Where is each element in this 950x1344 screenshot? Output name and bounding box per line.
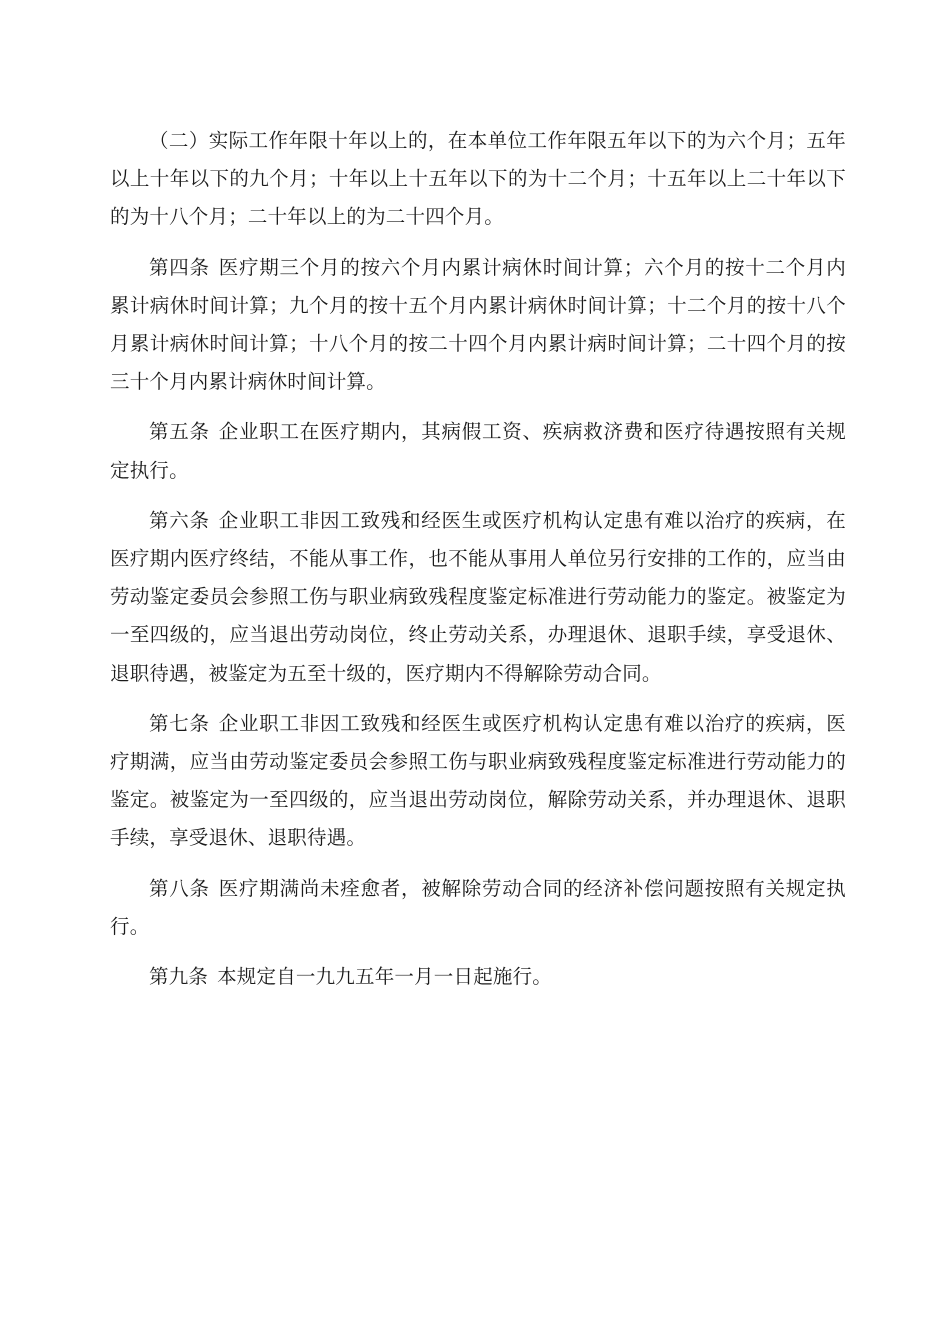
article-number: 第九条 <box>149 965 209 989</box>
article-5 <box>110 413 846 489</box>
article-number: 第七条 <box>149 711 210 735</box>
article-6 <box>110 502 846 693</box>
paragraph-text: （二）实际工作年限十年以上的，在本单位工作年限五年以下的为六个月；五年以上十年以下的九个月；十年以上十五年以下的为十二个月；十五年以上二十年以下的为十八个月；二十年以上的为二十四个月。 <box>110 129 846 229</box>
article-text: 企业职工在医疗期内，其病假工资、疾病救济费和医疗待遇按照有关规定执行。 <box>110 420 847 482</box>
article-text: 企业职工非因工致残和经医生或医疗机构认定患有难以治疗的疾病，在医疗期内医疗终结，不能从事工作，也不能从事用人单位另行安排的工作的，应当由劳动鉴定委员会参照工伤与职业病致残程度鉴定标准进行劳动能力的鉴定。被鉴定为一至四级的，应当退出劳动岗位，终止劳动关系，办理退休、退职手续，享受退休、退职待遇，被鉴定为五至十级的，医疗期内不得解除劳动合同。 <box>110 508 847 685</box>
article-number: 第四条 <box>149 255 210 279</box>
article-text: 本规定自一九九五年一月一日起施行。 <box>217 965 553 989</box>
article-text: 企业职工非因工致残和经医生或医疗机构认定患有难以治疗的疾病，医疗期满，应当由劳动鉴定委员会参照工伤与职业病致残程度鉴定标准进行劳动能力的鉴定。被鉴定为一至四级的，应当退出劳动岗位，解除劳动关系，并办理退休、退职手续，享受退休、退职待遇。 <box>110 711 847 850</box>
article-7 <box>110 705 846 858</box>
article-number: 第八条 <box>149 876 210 900</box>
article-8 <box>110 870 846 946</box>
article-text: 医疗期满尚未痊愈者，被解除劳动合同的经济补偿问题按照有关规定执行。 <box>110 876 847 938</box>
paragraph-item-2 <box>110 122 846 237</box>
article-9 <box>110 958 846 996</box>
article-4 <box>110 249 846 402</box>
article-number: 第五条 <box>149 420 210 444</box>
article-text: 医疗期三个月的按六个月内累计病休时间计算；六个月的按十二个月内累计病休时间计算；九个月的按十五个月内累计病休时间计算；十二个月的按十八个月累计病休时间计算；十八个月的按二十四个月内累计病时间计算；二十四个月的按三十个月内累计病休时间计算。 <box>110 255 847 394</box>
article-number: 第六条 <box>149 508 210 532</box>
document-body <box>110 122 846 1008</box>
